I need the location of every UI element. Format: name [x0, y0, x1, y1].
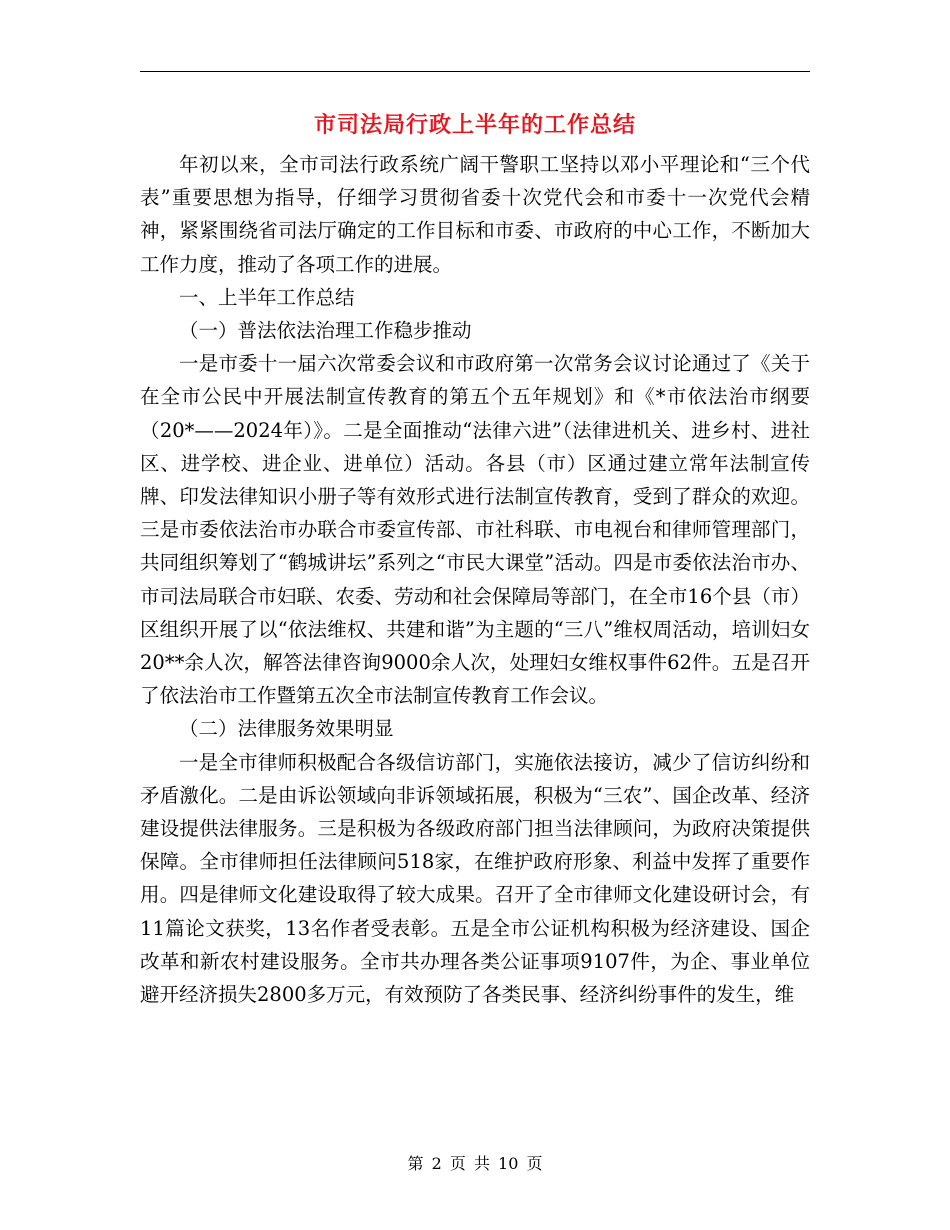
document-title: 市司法局行政上半年的工作总结	[313, 112, 636, 138]
subsection-heading: （二）法律服务效果明显	[179, 717, 394, 741]
subsection-heading: （一）普法依法治理工作稳步推动	[179, 319, 472, 343]
body-paragraph: 一是市委十一届六次常委会议和市政府第一次常务会议讨论通过了《关于在全市公民中开展法制宣传教育的第五个五年规划》和《*市依法治市纲要（20*——2024年）》。二是全面推动“法律六进”（法律进机关、进乡村、进社区、进学校、进企业、进单位）活动。各县（市）区通过建立常年法制宣传牌、印发法律知识小册子等有效形式进行法制宣传教育，受到了群众的欢迎。三是市委依法治市办联合市委宣传部、市社科联、市电视台和律师管理部门，共同组织筹划了“鹤城讲坛”系列之“市民大课堂”活动。四是市委依法治市办、市司法局联合市妇联、农委、劳动和社会保障局等部门，在全市16个县（市）区组织开展了以“依法维权、共建和谐”为主题的“三八”维权周活动，培训妇女20**余人次，解答法律咨询9000余人次，处理妇女维权事件62件。五是召开了依法治市工作暨第五次全市法制宣传教育工作会议。	[140, 352, 810, 708]
section-heading: 一、上半年工作总结	[179, 285, 355, 309]
intro-paragraph: 年初以来，全市司法行政系统广阔干警职工坚持以邓小平理论和“三个代表”重要思想为指导，仔细学习贯彻省委十次党代会和市委十一次党代会精神，紧紧围绕省司法厅确定的工作目标和市委、市政府的中心工作，不断加大工作力度，推动了各项工作的进展。	[140, 153, 810, 276]
document-body	[140, 148, 810, 1011]
body-paragraph: 一是全市律师积极配合各级信访部门，实施依法接访，减少了信访纠纷和矛盾激化。二是由诉讼领域向非诉领域拓展，积极为“三农”、国企改革、经济建设提供法律服务。三是积极为各级政府部门担当法律顾问，为政府决策提供保障。全市律师担任法律顾问518家，在维护政府形象、利益中发挥了重要作用。四是律师文化建设取得了较大成果。召开了全市律师文化建设研讨会，有11篇论文获奖，13名作者受表彰。五是全市公证机构积极为经济建设、国企改革和新农村建设服务。全市共办理各类公证事项9107件，为企、事业单位避开经济损失2800多万元，有效预防了各类民事、经济纠纷事件的发生，维	[140, 750, 810, 1007]
header-rule	[140, 71, 810, 72]
page-footer: 第 2 页 共 10 页	[407, 1154, 543, 1173]
